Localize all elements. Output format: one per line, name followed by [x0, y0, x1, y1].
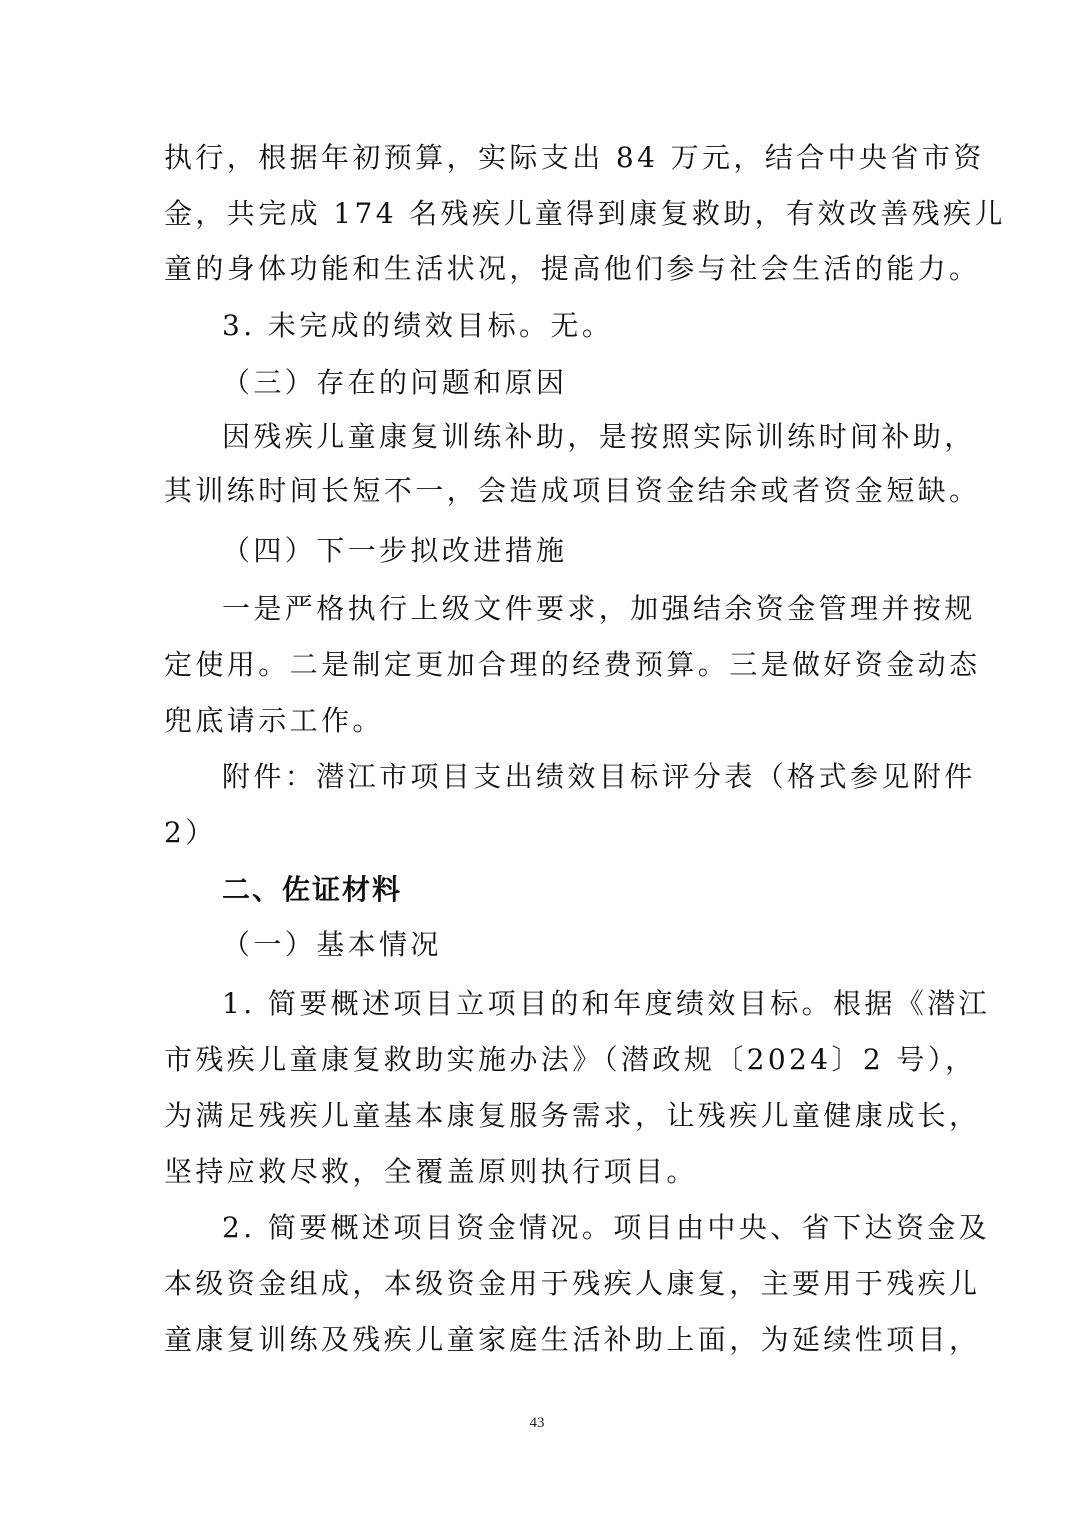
paragraph-line: 执行，根据年初预算，实际支出 84 万元，结合中央省市资 [164, 141, 985, 174]
section-heading: （一）基本情况 [222, 928, 442, 961]
section-heading: （四）下一步拟改进措施 [222, 534, 568, 567]
paragraph-line: 为满足残疾儿童基本康复服务需求，让残疾儿童健康成长， [164, 1099, 981, 1132]
paragraph-line: 2. 简要概述项目资金情况。项目由中央、省下达资金及 [222, 1211, 991, 1244]
paragraph-line: 市残疾儿童康复救助实施办法》（潜政规〔2024〕2 号）， [164, 1043, 977, 1076]
paragraph-line: 金，共完成 174 名残疾儿童得到康复救助，有效改善残疾儿 [164, 197, 1006, 230]
paragraph-line: 童的身体功能和生活状况，提高他们参与社会生活的能力。 [164, 252, 981, 285]
paragraph-line: 定使用。二是制定更加合理的经费预算。三是做好资金动态 [164, 648, 981, 681]
paragraph-line: 其训练时间长短不一，会造成项目资金结余或者资金短缺。 [164, 474, 981, 507]
paragraph-line: 一是严格执行上级文件要求，加强结余资金管理并按规 [222, 592, 976, 625]
paragraph-line: 本级资金组成，本级资金用于残疾人康复，主要用于残疾儿 [164, 1267, 981, 1300]
paragraph-line: 1. 简要概述项目立项目的和年度绩效目标。根据《潜江 [222, 987, 991, 1020]
attachment-line: 2） [164, 816, 217, 849]
paragraph-line: 兜底请示工作。 [164, 704, 384, 737]
chapter-heading: 二、佐证材料 [222, 873, 403, 906]
paragraph-line: 因残疾儿童康复训练补助，是按照实际训练时间补助， [222, 420, 976, 453]
page-number: 43 [529, 1415, 545, 1431]
attachment-line: 附件：潜江市项目支出绩效目标评分表（格式参见附件 [222, 760, 976, 793]
section-heading: （三）存在的问题和原因 [222, 366, 568, 399]
paragraph-line: 3. 未完成的绩效目标。无。 [222, 309, 614, 342]
paragraph-line: 坚持应救尽救，全覆盖原则执行项目。 [164, 1155, 698, 1188]
paragraph-line: 童康复训练及残疾儿童家庭生活补助上面，为延续性项目， [164, 1323, 981, 1356]
